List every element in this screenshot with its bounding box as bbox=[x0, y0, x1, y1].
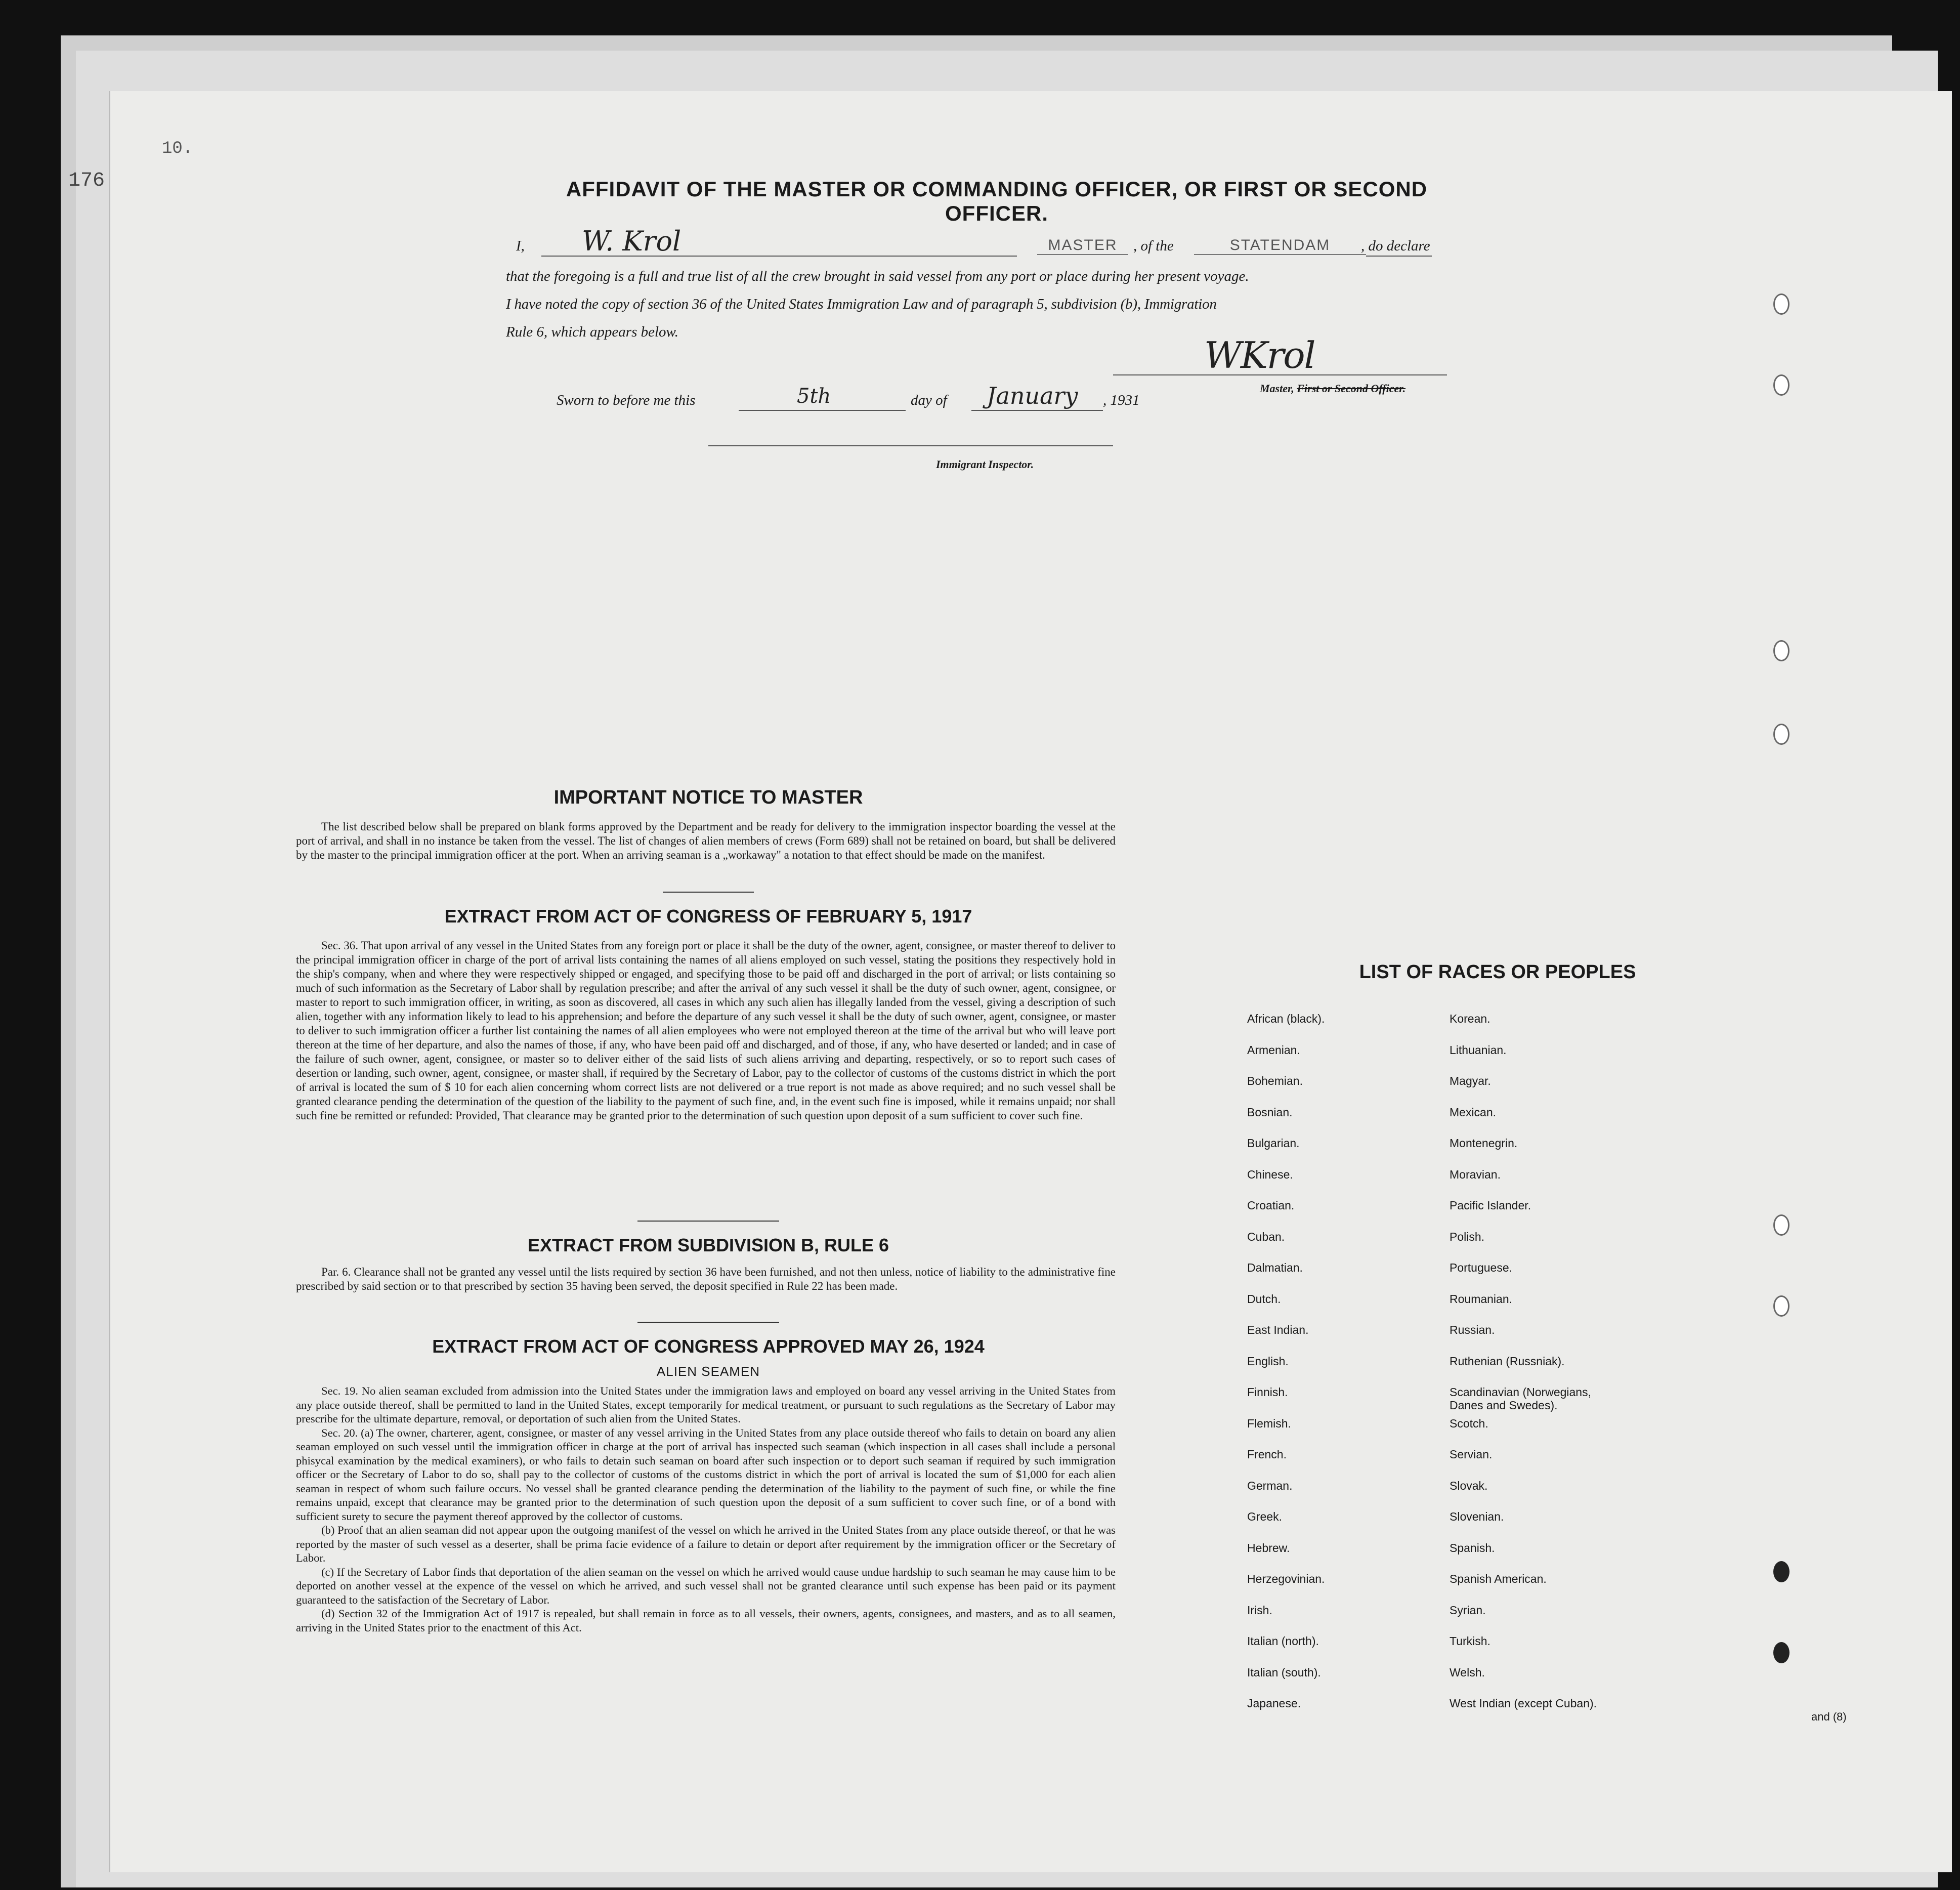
race-item: Magyar. bbox=[1450, 1074, 1491, 1087]
punch-hole bbox=[1773, 1214, 1789, 1236]
affidavit-line-4: Rule 6, which appears below. bbox=[506, 324, 678, 340]
races-title: LIST OF RACES OR PEOPLES bbox=[1359, 961, 1636, 983]
punch-hole bbox=[1773, 1642, 1789, 1663]
race-item: Spanish American. bbox=[1450, 1572, 1547, 1585]
sheet-number: 10. bbox=[162, 139, 193, 158]
race-item: Herzegovinian. bbox=[1247, 1572, 1325, 1585]
race-item: Scandinavian (Norwegians, bbox=[1450, 1385, 1591, 1399]
race-item: English. bbox=[1247, 1354, 1289, 1368]
caption-master: Master, bbox=[1260, 382, 1294, 395]
sworn-month: January bbox=[987, 382, 1078, 409]
race-item: Bulgarian. bbox=[1247, 1137, 1300, 1150]
sec-20b-paragraph: (b) Proof that an alien seaman did not appear upon the outgoing manifest of the vessel on which he arrived in the United States from any place outside thereof, or that he was reported by the master of such vessel as a deserter, shall be prima facie evidence of a failure to detain or deport after requirement by the immigration officer or the Secretary of Labor. bbox=[296, 1524, 1116, 1564]
edge-note: and (8) bbox=[1811, 1710, 1847, 1723]
sec-36-paragraph: Sec. 36. That upon arrival of any vessel in the United States from any foreign port or place it shall be the duty of the owner, agent, consignee, or master thereof to deliver to the principal immigration officer in charge of the port of arrival lists containing the names of all aliens employed on such vessel, stating the positions they respectively hold in the ship's company, when and where they were respectively shipped or engaged, and specifying those to be paid off and discharged in the port of arrival; or lists containing so much of such information as the Secretary of Labor shall by regulation prescribe; and after the arrival of any such vessel it shall be the duty of such owner, agent, consignee, or master to report to such immigration officer, in writing, as soon as discovered, all cases in which any such alien has illegally landed from the vessel, giving a description of such alien, together with any information likely to lead to his apprehension; and before the departure of any such vessel it shall be the duty of such owner, agent, consignee, or master to deliver to such immigration officer a further list containing the names of all alien employees who were not employed thereon at the time of the arrival but who will leave port thereon at the time of her departure, and also the names of those, if any, who have been paid off and discharged, and of those, if any, who have deserted or landed; and in case of the failure of such owner, agent, consignee, or master so to deliver either of the said lists of such aliens arriving and departing, respectively, or so to report such cases of desertion or landing, such owner, agent, consignee, or master shall, if required by the Secretary of Labor, pay to the collector of customs of the customs district in which the port of arrival is located the sum of $ 10 for each alien concerning whom correct lists are not delivered or a true report is not made as above required; and no such vessel shall be granted clearance pending the determination of the question of the liability to the payment of such fine, and, in the event such fine is imposed, while it remains unpaid; nor shall such fine be remitted or refunded: Provided, That clearance may be granted prior to the determination of such question upon deposit of a sum sufficient to cover such fine. bbox=[296, 939, 1116, 1122]
race-item: Turkish. bbox=[1450, 1634, 1490, 1648]
race-item: Scotch. bbox=[1450, 1416, 1488, 1430]
master-name-handwritten: W. Krol bbox=[582, 225, 681, 257]
caption-struck-officer: First or Second Officer. bbox=[1297, 382, 1406, 395]
race-item: Bosnian. bbox=[1247, 1105, 1293, 1119]
sworn-day-underline bbox=[739, 410, 906, 411]
race-item: Italian (north). bbox=[1247, 1634, 1319, 1648]
affidavit-title: AFFIDAVIT OF THE MASTER OR COMMANDING OFFICER, OR FIRST OR SECOND OFFICER. bbox=[566, 177, 1428, 225]
race-item: Montenegrin. bbox=[1450, 1137, 1518, 1150]
signature-line bbox=[1113, 374, 1447, 375]
notice-text bbox=[296, 820, 1116, 862]
sec-19-paragraph: Sec. 19. No alien seaman excluded from admission into the United States under the immigration laws and employed on board any vessel arriving in the United States from any place outside thereof, shall be permitted to land in the United States, except temporarily for medical treatment, or pursuant to such regulations as the Secretary of Labor may prescribe for the ultimate departure, removal, or deportation of such alien from the United States. bbox=[296, 1384, 1116, 1425]
do-declare-label: , do declare bbox=[1361, 238, 1430, 254]
divider bbox=[663, 892, 754, 893]
inspector-caption: Immigrant Inspector. bbox=[936, 458, 1034, 471]
extract-1924-text bbox=[296, 1384, 1116, 1634]
race-item: Hebrew. bbox=[1247, 1541, 1290, 1555]
race-item: Mexican. bbox=[1450, 1105, 1497, 1119]
punch-hole bbox=[1773, 374, 1789, 396]
race-item: Polish. bbox=[1450, 1230, 1485, 1243]
race-item: East Indian. bbox=[1247, 1323, 1309, 1336]
sworn-day: 5th bbox=[797, 385, 831, 408]
sworn-month-underline bbox=[971, 410, 1103, 411]
race-item: Roumanian. bbox=[1450, 1292, 1513, 1306]
sec-20c-paragraph: (c) If the Secretary of Labor finds that deportation of the alien seaman on the vessel on which he arrived would cause undue hardship to such seaman he may cause him to be deported on another vessel at the expence of the vessel on which he arrived, and such vessel shall not be granted clearance until such expense has been paid or its payment guaranteed to the satisfaction of the Secretary of Labor. bbox=[296, 1565, 1116, 1606]
race-item: Syrian. bbox=[1450, 1603, 1486, 1617]
race-item: Ruthenian (Russniak). bbox=[1450, 1354, 1565, 1368]
race-item: Spanish. bbox=[1450, 1541, 1495, 1555]
race-item: Danes and Swedes). bbox=[1450, 1399, 1558, 1412]
punch-hole bbox=[1773, 1561, 1789, 1582]
master-signature: WKrol bbox=[1204, 334, 1315, 376]
punch-hole bbox=[1773, 724, 1789, 745]
sworn-year: , 1931 bbox=[1103, 392, 1140, 408]
race-item: Bohemian. bbox=[1247, 1074, 1303, 1087]
extract-1917-text bbox=[296, 939, 1116, 1123]
affidavit-line-2: that the foregoing is a full and true list of all the crew brought in said vessel from any port or place during her present voyage. bbox=[506, 268, 1249, 284]
race-item: Irish. bbox=[1247, 1603, 1272, 1617]
race-item: Japanese. bbox=[1247, 1697, 1301, 1710]
race-item: Slovak. bbox=[1450, 1479, 1488, 1492]
extract-rule6-title: EXTRACT FROM SUBDIVISION B, RULE 6 bbox=[527, 1235, 889, 1255]
race-item: French. bbox=[1247, 1448, 1287, 1461]
race-item: Servian. bbox=[1450, 1448, 1493, 1461]
extract-1924-title: EXTRACT FROM ACT OF CONGRESS APPROVED MAY 26, 1924 bbox=[432, 1336, 985, 1357]
race-item: German. bbox=[1247, 1479, 1293, 1492]
name-underline bbox=[541, 256, 1017, 257]
race-item: Dutch. bbox=[1247, 1292, 1281, 1306]
punch-hole bbox=[1773, 1295, 1789, 1317]
rank-field: MASTER bbox=[1037, 237, 1128, 255]
race-item: Pacific Islander. bbox=[1450, 1199, 1531, 1212]
race-item: Greek. bbox=[1247, 1510, 1283, 1523]
divider bbox=[637, 1221, 779, 1222]
inspector-line bbox=[708, 445, 1113, 446]
race-item: West Indian (except Cuban). bbox=[1450, 1697, 1597, 1710]
of-the-label: , of the bbox=[1133, 238, 1174, 254]
sec-20d-paragraph: (d) Section 32 of the Immigration Act of 1917 is repealed, but shall remain in force as to all vessels, their owners, agents, consignees, and masters, and as to all seamen, arriving in the United States prior to the enactment of this Act. bbox=[296, 1607, 1116, 1634]
race-item: Armenian. bbox=[1247, 1043, 1300, 1057]
punch-hole bbox=[1773, 640, 1789, 661]
race-item: African (black). bbox=[1247, 1012, 1325, 1025]
par-6-paragraph: Par. 6. Clearance shall not be granted any vessel until the lists required by section 36 have been furnished, and not then unless, notice of liability to the administrative fine prescribed by said section or to that prescribed by section 35 having been served, the deposit specified in Rule 22 has been made. bbox=[296, 1266, 1116, 1292]
signature-caption bbox=[1260, 382, 1405, 395]
race-item: Slovenian. bbox=[1450, 1510, 1504, 1523]
extract-rule6-text bbox=[296, 1265, 1116, 1293]
extract-1917-title: EXTRACT FROM ACT OF CONGRESS OF FEBRUARY 5, 1917 bbox=[444, 906, 972, 927]
race-item: Finnish. bbox=[1247, 1385, 1288, 1399]
race-item: Russian. bbox=[1450, 1323, 1495, 1336]
notice-paragraph: The list described below shall be prepared on blank forms approved by the Department and be ready for delivery to the immigration inspector boarding the vessel at the port of arrival, and shall in no instance be taken from the vessel. The list of changes of alien members of crews (Form 689) shall not be retained on board, but shall be delivered by the master to the principal immigration officer at the port. When an arriving seaman is a „workaway" a notation to that effect should be made on the manifest. bbox=[296, 820, 1116, 861]
race-item: Portuguese. bbox=[1450, 1261, 1513, 1274]
race-item: Lithuanian. bbox=[1450, 1043, 1507, 1057]
race-item: Moravian. bbox=[1450, 1167, 1501, 1181]
race-item: Chinese. bbox=[1247, 1167, 1293, 1181]
vessel-underline bbox=[1366, 256, 1432, 257]
sworn-label: Sworn to before me this bbox=[557, 392, 696, 408]
i-label: I, bbox=[516, 238, 525, 254]
race-item: Korean. bbox=[1450, 1012, 1490, 1025]
vessel-name-field: STATENDAM bbox=[1194, 237, 1366, 255]
sec-20a-paragraph: Sec. 20. (a) The owner, charterer, agent, consignee, or master of any vessel arriving in the United States from any place outside thereof who fails to detain on board any alien seaman employed on such vessel until the immigration officer in charge at the port of arrival has inspected such seaman (which inspection in all cases shall include a personal phisycal examination by the medical examiners), or who fails to detain such seaman on board after such inspection or to deport such seaman if required by such immigration officer or the Secretary of Labor to do so, shall pay to the collector of customs of the customs district in which the port of arrival is located the sum of $1,000 for each alien seaman in respect of whom such failure occurs. No vessel shall be granted clearance pending the determination of the liability to the payment of such fine, or while the fine remains unpaid, except that clearance may be granted prior to the determination of such question upon the deposit of a sum sufficient to cover such fine, or of a bond with sufficient surety to secure the payment thereof approved by the collector of customs. bbox=[296, 1426, 1116, 1523]
punch-hole bbox=[1773, 293, 1789, 315]
day-of-label: day of bbox=[911, 392, 947, 408]
race-item: Cuban. bbox=[1247, 1230, 1285, 1243]
race-item: Welsh. bbox=[1450, 1665, 1485, 1679]
notice-title: IMPORTANT NOTICE TO MASTER bbox=[553, 787, 863, 808]
affidavit-line-3: I have noted the copy of section 36 of the United States Immigration Law and of paragraph 5, subdivision (b), Immigration bbox=[506, 296, 1217, 312]
race-item: Italian (south). bbox=[1247, 1665, 1321, 1679]
divider bbox=[637, 1322, 779, 1323]
alien-seamen-subtitle: ALIEN SEAMEN bbox=[656, 1364, 760, 1379]
stamp-number: 176 bbox=[68, 170, 105, 192]
race-item: Croatian. bbox=[1247, 1199, 1295, 1212]
race-item: Dalmatian. bbox=[1247, 1261, 1303, 1274]
race-item: Flemish. bbox=[1247, 1416, 1291, 1430]
